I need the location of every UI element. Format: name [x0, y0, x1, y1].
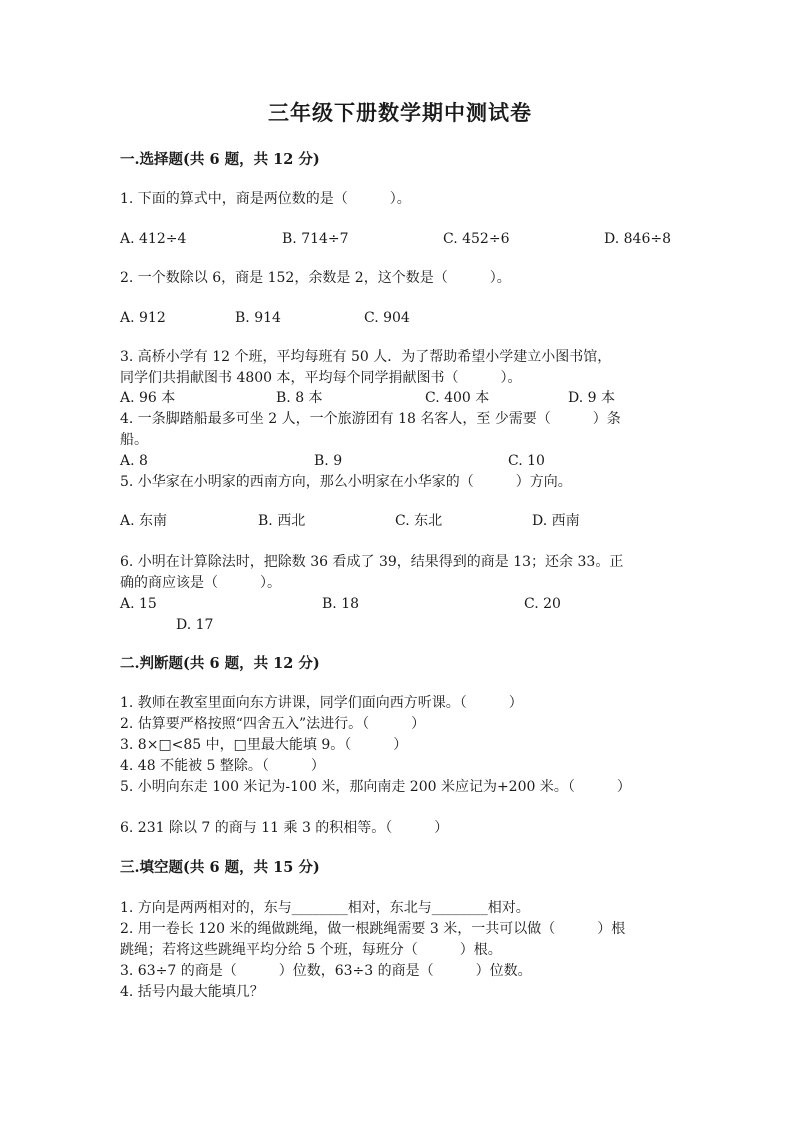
question-6-option-d: D. 17	[176, 617, 214, 633]
fill-in-question-1: 1. 方向是两两相对的，东与________相对，东北与________相对。	[120, 900, 530, 916]
question-5-option-d: D. 西南	[532, 513, 580, 529]
fill-in-question-3: 3. 63÷7 的商是（ ）位数，63÷3 的商是（ ）位数。	[120, 963, 532, 979]
question-6-line-2: 确的商应该是（ ）。	[120, 575, 281, 591]
question-4-option-a: A. 8	[120, 453, 148, 469]
question-3-option-b: B. 8 本	[276, 390, 323, 406]
question-2-option-c: C. 904	[364, 310, 410, 326]
question-3-line-1: 3. 高桥小学有 12 个班，平均每班有 50 人．为了帮助希望小学建立小图书馆，	[120, 349, 612, 365]
question-2-option-a: A. 912	[120, 310, 166, 326]
question-5-option-a: A. 东南	[120, 513, 168, 529]
question-4-option-b: B. 9	[314, 453, 343, 469]
judgment-question-3: 3. 8×□<85 中，□里最大能填 9。（ ）	[120, 737, 408, 753]
section-heading-judgment: 二.判断题(共 6 题，共 12 分)	[120, 655, 320, 672]
question-6-line-1: 6. 小明在计算除法时，把除数 36 看成了 39，结果得到的商是 13；还余 33。正	[120, 554, 624, 570]
section-heading-fill-in: 三.填空题(共 6 题，共 15 分)	[120, 859, 320, 876]
fill-in-question-4: 4. 括号内最大能填几？	[120, 984, 264, 1000]
question-6-option-a: A. 15	[120, 596, 157, 612]
question-6-option-b: B. 18	[322, 596, 360, 612]
question-3-option-a: A. 96 本	[120, 390, 176, 406]
judgment-question-2: 2. 估算要严格按照“四舍五入”法进行。（ ）	[120, 716, 426, 732]
question-1-option-b: B. 714÷7	[282, 231, 349, 247]
question-4-option-c: C. 10	[508, 453, 545, 469]
question-4-line-1: 4. 一条脚踏船最多可坐 2 人，一个旅游团有 18 名客人，至 少需要（ ）条	[120, 411, 621, 427]
question-1-option-a: A. 412÷4	[120, 231, 187, 247]
question-2-stem: 2. 一个数除以 6，商是 152，余数是 2，这个数是（ ）。	[120, 270, 511, 286]
question-5-option-b: B. 西北	[258, 513, 306, 529]
page-title: 三年级下册数学期中测试卷	[268, 100, 532, 125]
question-5-stem: 5. 小华家在小明家的西南方向，那么小明家在小华家的（ ）方向。	[120, 474, 572, 490]
question-3-option-d: D. 9 本	[568, 390, 615, 406]
question-1-stem: 1. 下面的算式中，商是两位数的是（ ）。	[120, 191, 411, 207]
judgment-question-5: 5. 小明向东走 100 米记为-100 米，那向南走 200 米应记为+200 米。（ ）	[120, 779, 631, 795]
question-4-line-2: 船。	[120, 432, 148, 448]
question-1-option-c: C. 452÷6	[443, 231, 510, 247]
question-1-option-d: D. 846÷8	[604, 231, 671, 247]
question-2-option-b: B. 914	[235, 310, 281, 326]
fill-in-question-2-line-1: 2. 用一卷长 120 米的绳做跳绳，做一根跳绳需要 3 米，一共可以做（ ）根	[120, 921, 626, 937]
question-5-option-c: C. 东北	[395, 513, 443, 529]
question-3-option-c: C. 400 本	[425, 390, 490, 406]
section-heading-choice: 一.选择题(共 6 题，共 12 分)	[120, 151, 320, 168]
question-3-line-2: 同学们共捐献图书 4800 本，平均每个同学捐献图书（ ）。	[120, 370, 522, 386]
question-6-option-c: C. 20	[524, 596, 561, 612]
judgment-question-4: 4. 48 不能被 5 整除。（ ）	[120, 758, 325, 774]
judgment-question-1: 1. 教师在教室里面向东方讲课，同学们面向西方听课。（ ）	[120, 695, 523, 711]
fill-in-question-2-line-2: 跳绳；若将这些跳绳平均分给 5 个班，每班分（ ）根。	[120, 942, 502, 958]
judgment-question-6: 6. 231 除以 7 的商与 11 乘 3 的积相等。（ ）	[120, 820, 449, 836]
